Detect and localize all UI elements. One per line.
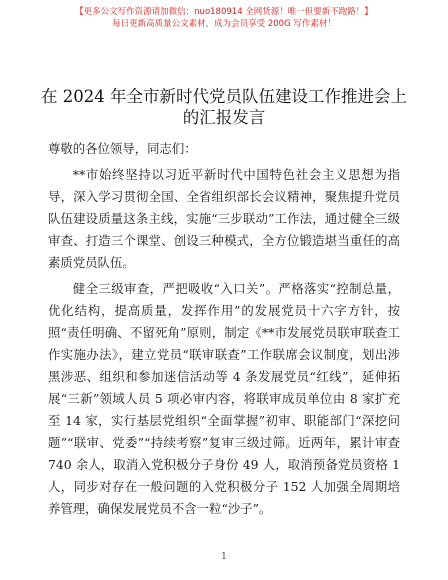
- page-number: 1: [221, 552, 227, 562]
- document-title: 在 2024 年全市新时代党员队伍建设工作推进会上的汇报发言: [41, 87, 407, 127]
- paragraph-intro: **市始终坚持以习近平新时代中国特色社会主义思想为指导，深入学习贯彻全国、全省组织部长会议精神，聚焦提升党员队伍建设质量这条主线，实施“三步联动”工作法，通过健全三级审查、打造三个课堂、创设三种模式，全方位锻造堪当重任的高素质党员队伍。: [48, 167, 400, 270]
- salutation: 尊敬的各位领导，同志们：: [48, 141, 197, 156]
- paragraph-review: 健全三级审查，严把吸收“入口关”。严格落实“控制总量，优化结构，提高质量，发挥作用”的发展党员十六字方针，按照“责任明确、不留死角”原则，制定《**市发展党员联审联查工作实施办法》，建立党员“联审联查”工作联席会议制度，划出涉黑涉恶、组织和参加迷信活动等 4 条发展党员“红线”，延伸拓展“三新”领域人员 5 项必审内容，将联审成员单位由 8 家扩充至 14 家，实行基层党组织“全面掌握”初审、职能部门“深挖问题”“联审、党委”“持续考察”复审三级过筛。近两年，累计审查 740 余人，取消入党积极分子身份 49 人，取消预备党员资格 1 人，同步对存在一般问题的入党积极分子 152 人加强全周期培养管理，确保发展党员不含一粒“沙子”。: [48, 281, 400, 516]
- promo-banner: [0, 6, 448, 30]
- promo-banner-line2: 每日更新高质量公文素材，成为会员享受 200G 写作素材！: [112, 19, 336, 29]
- document-body: [48, 138, 400, 524]
- promo-banner-line1: 【更多公文写作资源请加微信：nuo180914 全网货源！唯一但要新不跑路！】: [75, 7, 373, 17]
